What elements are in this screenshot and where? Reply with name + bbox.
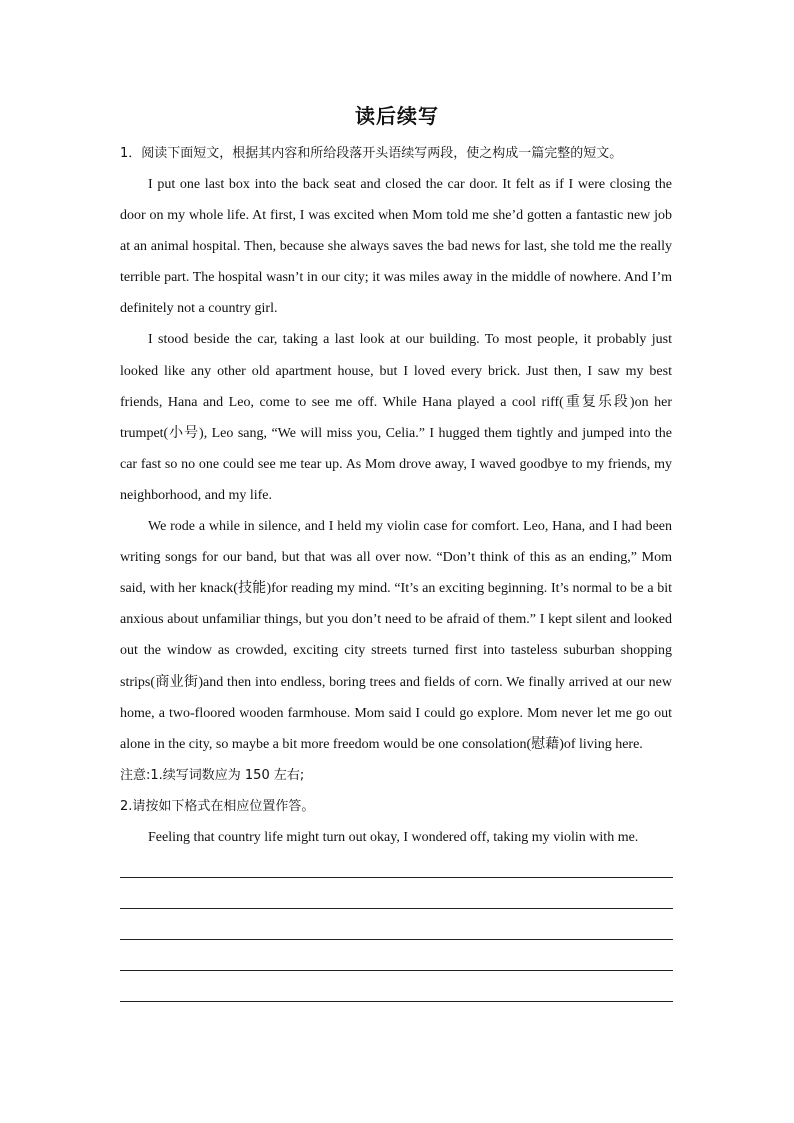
- answer-line[interactable]: [120, 1001, 673, 1032]
- question-instruction: [120, 143, 680, 165]
- passage-paragraph-2: I stood beside the car, taking a last look at our building. To most people, it probably just looked like any other old apartment house, but I loved every brick. Just then, I saw my best friends, Hana and Leo, come to see me off. While Hana played a cool riff(重复乐段)on her trumpet(小号), Leo sang, “We will miss you, Celia.” I hugged them tightly and jumped into the car fast so no one could see me tear up. As Mom drove away, I waved goodbye to my friends, my neighborhood, and my life.: [120, 332, 672, 503]
- answer-line[interactable]: [120, 939, 673, 970]
- answer-line[interactable]: [120, 908, 673, 939]
- question-number: 1．: [120, 146, 142, 161]
- passage-paragraph-1: I put one last box into the back seat and closed the car door. It felt as if I were closing the door on my whole life. At first, I was excited when Mom told me she’d gotten a fantastic new job at an animal hospital. Then, because she always saves the bad news for last, she told me the really terrible part. The hospital wasn’t in our city; it was miles away in the middle of nowhere. And I’m definitely not a country girl.: [120, 177, 672, 317]
- answer-line[interactable]: [120, 877, 673, 908]
- note-format: 2.请按如下格式在相应位置作答。: [120, 798, 315, 814]
- answer-line[interactable]: [120, 970, 673, 1001]
- answer-area: [120, 877, 673, 1032]
- question-text: 阅读下面短文，根据其内容和所给段落开头语续写两段，使之构成一篇完整的短文。: [141, 146, 623, 161]
- continuation-prompt: Feeling that country life might turn out okay, I wondered off, taking my violin with me.: [148, 829, 639, 845]
- page-title: 读后续写: [355, 104, 439, 128]
- passage-paragraph-3: We rode a while in silence, and I held my violin case for comfort. Leo, Hana, and I had been writing songs for our band, but that was all over now. “Don’t think of this as an ending,” Mom said, with her knack(技能)for reading my mind. “It’s an exciting beginning. It’s normal to be a bit anxious about unfamiliar things, but you don’t need to be afraid of them.” I kept silent and looked out the window as crowded, exciting city streets turned first into tasteless suburban shopping strips(商业街)and then into endless, boring trees and fields of corn. We finally arrived at our new home, a two-floored wooden farmhouse. Mom said I could go explore. Mom never let me go out alone in the city, so maybe a bit more freedom would be one consolation(慰藉)of living here.: [120, 519, 672, 752]
- reading-passage: [120, 169, 672, 853]
- note-word-count: 注意:1.续写词数应为 150 左右;: [120, 767, 305, 783]
